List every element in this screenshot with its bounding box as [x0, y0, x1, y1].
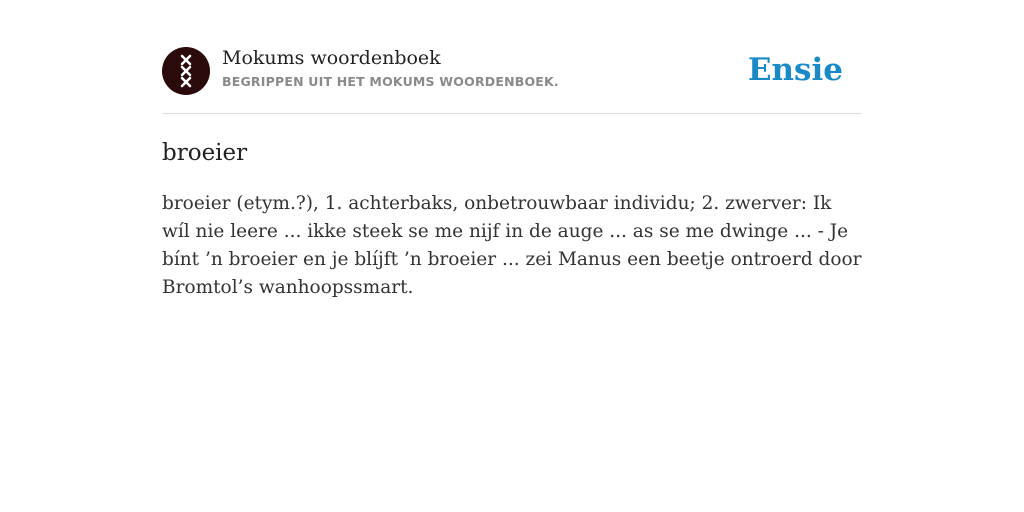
amsterdam-xxx-icon[interactable] [162, 47, 210, 95]
dictionary-title[interactable]: Mokums woordenboek [222, 47, 441, 69]
entry-definition: broeier (etym.?), 1. achterbaks, onbetrouwbaar individu; 2. zwerver: Ik wíl nie leere ... ikke steek se me nijf in de auge ... as se me dwinge ... - Je bínt ’n broeier en je blíjft ’n broeier ... zei Manus een beetje ontroerd door Bromtol’s wanhoopssmart. [162, 193, 862, 298]
page-container [162, 0, 862, 298]
dictionary-subtitle: BEGRIPPEN UIT HET MOKUMS WOORDENBOEK. [222, 74, 559, 89]
ensie-logo-link[interactable]: Ensie [747, 52, 843, 88]
site-header [162, 0, 862, 114]
entry-term: broeier [162, 140, 248, 166]
